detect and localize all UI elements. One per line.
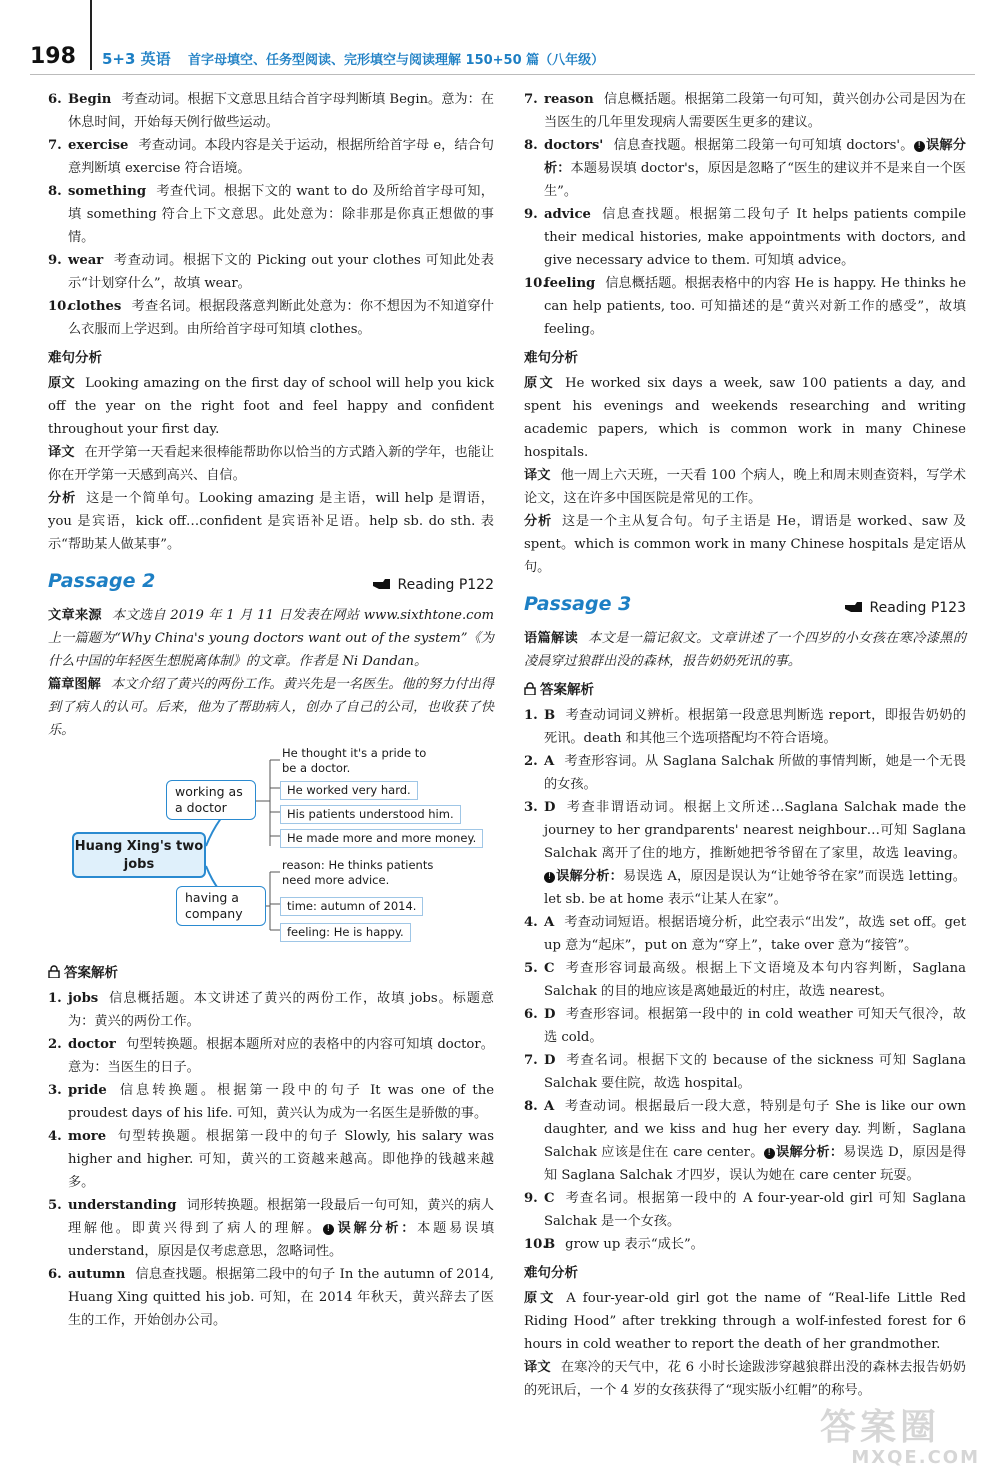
original-label: 原文 <box>48 376 76 391</box>
answer-item <box>524 203 966 272</box>
answer-explanation: 信息查找题。根据第二段中的句子 In the autumn of 2014, Huang Xing quitted his job. 可知，在 2014 年秋天，黄兴辞去了医生的工作，开始创办公司。 <box>68 1267 494 1328</box>
answer-key: A <box>544 1099 555 1114</box>
answer-explanation: 考查非谓语动词。根据上文所述…Saglana Salchak made the journey to her grandparents' nearest neighbour…可知 Saglana Salchak 离开了住的地方，推断她把爷爷留在了家里，故选 leaving。 <box>544 800 966 861</box>
answer-item <box>524 704 966 750</box>
mind-map-leaf: feeling: He is happy. <box>280 923 411 942</box>
answer-number: 9. <box>48 253 62 268</box>
answer-key: C <box>544 1191 555 1206</box>
answer-number: 1. <box>524 708 538 723</box>
answer-number: 8. <box>48 184 62 199</box>
passage-title: Passage 3 <box>524 593 632 615</box>
original-label: 原文 <box>524 376 556 391</box>
source-text: 本文选自 2019 年 1 月 11 日发表在网站 www.sixthtone.com 上一篇题为“Why China's young doctors want out of the system”《为什么中国的年轻医生想脱离体制》的文章。作者是 Ni Dandan。 <box>48 608 495 669</box>
mind-map-leaf: He thought it's a pride to be a doctor. <box>282 746 427 775</box>
translation <box>48 441 494 487</box>
reading-page: Reading P122 <box>397 577 494 593</box>
original-sentence <box>524 372 966 464</box>
answer-key: reason <box>544 92 594 107</box>
answer-explanation: 考查名词。根据段落意判断此处意为：你不想因为不知道穿什么衣服而上学迟到。由所给首字母可知填 clothes。 <box>68 299 494 337</box>
original-text: He worked six days a week, saw 100 patients a day, and spent his evenings and weekends researching and writing academic papers, which is common work in many Chinese hospitals. <box>524 376 967 460</box>
answer-explanation: 考查动词。根据下文的 Picking out your clothes 可知此处表示“计划穿什么”，故填 wear。 <box>68 253 494 291</box>
answer-number: 6. <box>48 1267 62 1282</box>
answer-item <box>48 1194 494 1263</box>
answer-item <box>48 987 494 1033</box>
answer-explanation: 考查动词。根据最后一段大意，特别是句子 She is like our own daughter, and we kiss and hug her every day. 判断，Saglana Salchak 应该是住在 care center。 <box>544 1099 966 1160</box>
reading-reference <box>372 574 494 597</box>
analysis-text: 这是一个简单句。Looking amazing 是主语，will help 是谓语，you 是宾语，kick off…confident 是宾语补足语。help sb. do sth. 表示“帮助某人做某事”。 <box>48 491 494 552</box>
answer-number: 10. <box>524 276 547 291</box>
answer-number: 9. <box>524 1191 538 1206</box>
original-label: 原文 <box>524 1291 557 1306</box>
answer-item <box>48 1033 494 1079</box>
structure-text: 本文介绍了黄兴的两份工作。黄兴先是一名医生。他的努力付出得到了病人的认可。后来，他为了帮助病人，创办了自己的公司，也收获了快乐。 <box>48 677 495 738</box>
answer-number: 9. <box>524 207 538 222</box>
site-watermark <box>820 1408 980 1468</box>
answer-explanation: grow up 表示“成长”。 <box>565 1237 704 1252</box>
error-warning-icon: ! <box>323 1224 334 1235</box>
answer-item <box>524 1187 966 1233</box>
answer-number: 6. <box>524 1007 538 1022</box>
answer-key: Begin <box>68 92 112 107</box>
page-header <box>0 0 1000 80</box>
watermark-bottom: MXQE.COM <box>851 1447 980 1468</box>
error-analysis-text: 易误选 D，原因是得知 Saglana Salchak 才四岁，误认为她在 care center 玩耍。 <box>544 1145 967 1183</box>
pointing-hand-icon <box>372 578 392 590</box>
answer-key: jobs <box>68 991 99 1006</box>
answer-key: A <box>544 754 555 769</box>
answer-explanation: 考查名词。根据第一段中的 A four-year-old girl 可知 Saglana Salchak 是一个女孩。 <box>544 1191 966 1229</box>
mind-map-leaf: He made more and more money. <box>280 829 483 848</box>
structure-summary <box>48 673 494 742</box>
answer-item <box>524 911 966 957</box>
answer-item <box>524 750 966 796</box>
answer-key: autumn <box>68 1267 126 1282</box>
answer-explanation: 考查动词。根据下文意思且结合首字母判断填 Begin。意为：在休息时间，开始每天例行做些运动。 <box>68 92 494 130</box>
mind-map-branch-doctor: working as a doctor <box>166 780 256 820</box>
answer-item <box>524 1233 966 1256</box>
answer-number: 8. <box>524 1099 538 1114</box>
answer-item <box>524 796 966 911</box>
structure-label: 篇章图解 <box>48 677 101 692</box>
page-number: 198 <box>30 44 76 69</box>
answer-number: 1. <box>48 991 62 1006</box>
answer-number: 10. <box>48 299 71 314</box>
reading-page: Reading P123 <box>869 600 966 616</box>
answer-key: C <box>544 961 555 976</box>
answer-explanation: 考查形容词最高级。根据上下文语境及本句内容判断，Saglana Salchak 的目的地应该是离她最近的村庄，故选 nearest。 <box>544 961 966 999</box>
answer-key: B <box>544 1237 556 1252</box>
translation-label: 译文 <box>524 468 551 483</box>
answer-explanation: 信息查找题。根据第二段句子 It helps patients compile their medical histories, make appointments with doctors, and give necessary advice to them. 可知填 advice。 <box>544 207 966 268</box>
original-text: Looking amazing on the first day of school will help you kick off the year on the right foot and feel happy and confident throughout your first day. <box>48 376 495 437</box>
error-analysis-label: 误解分析： <box>556 869 623 884</box>
error-analysis-text: 易误选 A，原因是误认为“让她爷爷在家”而误选 letting。let sb. be at home 表示“让某人在家”。 <box>544 869 966 907</box>
passage-3-header <box>524 593 966 623</box>
answer-key: B <box>544 708 556 723</box>
answer-key: doctor <box>68 1037 116 1052</box>
answer-item <box>524 1003 966 1049</box>
answer-key: something <box>68 184 147 199</box>
answer-explanation: 词形转换题。根据第一段最后一句可知，黄兴的病人理解他。即黄兴得到了病人的理解。 <box>68 1198 494 1236</box>
article-source <box>48 604 494 673</box>
analysis-text: 这是一个主从复合句。句子主语是 He，谓语是 worked、saw 及 spent。which is common work in many Chinese hospitals 是定语从句。 <box>524 514 967 575</box>
answer-number: 7. <box>524 1053 538 1068</box>
answer-number: 8. <box>524 138 538 153</box>
answers-heading-text: 答案解析 <box>540 682 594 698</box>
analysis-label: 分析 <box>524 514 552 529</box>
watermark-top: 答案圈 <box>820 1407 941 1448</box>
mind-map-center: Huang Xing's two jobs <box>72 832 206 878</box>
answer-key: more <box>68 1129 107 1144</box>
answer-item <box>524 134 966 203</box>
answer-key: clothes <box>68 299 122 314</box>
answer-list-top-right <box>524 88 966 341</box>
header-divider <box>90 0 92 70</box>
answer-item <box>48 1079 494 1125</box>
answer-item <box>48 134 494 180</box>
translation-text: 他一周上六天班，一天看 100 个病人，晚上和周末则查资料，写学术论文，这在许多中国医院是常见的工作。 <box>524 468 966 506</box>
answer-number: 7. <box>48 138 62 153</box>
answer-item <box>524 272 966 341</box>
context-label: 语篇解读 <box>524 631 579 646</box>
mind-map-leaf: His patients understood him. <box>280 805 461 824</box>
error-analysis-label: 误解分析： <box>334 1221 418 1236</box>
answer-item <box>524 1049 966 1095</box>
translation-label: 译文 <box>48 445 75 460</box>
answer-explanation: 信息概括题。根据第二段第一句可知，黄兴创办公司是因为在当医生的几年里发现病人需要医生更多的建议。 <box>544 92 966 130</box>
answer-explanation: 信息查找题。根据第二段第一句可知填 doctors'。 <box>613 138 914 153</box>
answer-number: 3. <box>524 800 538 815</box>
answer-key: D <box>544 1053 556 1068</box>
reading-reference <box>844 597 966 620</box>
error-analysis-label: 误解分析： <box>544 138 966 176</box>
answer-item <box>48 1263 494 1332</box>
header-rule <box>30 74 975 75</box>
error-warning-icon: ! <box>914 141 925 152</box>
sentence-analysis <box>524 510 966 579</box>
answer-number: 2. <box>524 754 538 769</box>
sentence-analysis <box>48 487 494 556</box>
difficult-sentence-heading: 难句分析 <box>524 1265 578 1281</box>
answer-item <box>524 88 966 134</box>
translation-text: 在寒冷的天气中，花 6 小时长途跋涉穿越狼群出没的森林去报告奶奶的死讯后，一个 4 岁的女孩获得了“现实版小红帽”的称号。 <box>524 1360 966 1398</box>
answer-explanation: 句型转换题。根据本题所对应的表格中的内容可知填 doctor。意为：当医生的日子。 <box>68 1037 494 1075</box>
original-sentence <box>524 1287 966 1356</box>
mind-map-leaf: time: autumn of 2014. <box>280 897 423 916</box>
answer-number: 5. <box>524 961 538 976</box>
answer-item <box>524 1095 966 1187</box>
mind-map-leaf: He worked very hard. <box>280 781 418 800</box>
answer-explanation: 信息转换题。根据第一段中的句子 It was one of the proudest days of his life. 可知，黄兴认为成为一名医生是骄傲的事。 <box>68 1083 494 1121</box>
answer-key: D <box>544 800 556 815</box>
answer-number: 3. <box>48 1083 62 1098</box>
answers-heading <box>524 679 966 702</box>
answer-explanation: 信息概括题。本文讲述了黄兴的两份工作，故填 jobs。标题意为：黄兴的两份工作。 <box>68 991 494 1029</box>
answer-explanation: 考查代词。根据下文的 want to do 及所给首字母可知，填 something 符合上下文意思。此处意为：除非那是你真正想做的事情。 <box>68 184 494 245</box>
error-analysis-text: 本题易误填 doctor's，原因是忽略了“医生的建议并不是来自一个医生”。 <box>544 161 966 199</box>
original-sentence <box>48 372 494 441</box>
answer-number: 2. <box>48 1037 62 1052</box>
answer-explanation: 考查形容词。根据第一段中的 in cold weather 可知天气很冷，故选 cold。 <box>544 1007 966 1045</box>
mind-map-diagram <box>48 746 494 956</box>
answer-explanation: 考查动词短语。根据语境分析，此空表示“出发”，故选 set off。get up 意为“起床”，put on 意为“穿上”，take over 意为“接管”。 <box>544 915 966 953</box>
answer-item <box>48 249 494 295</box>
answer-key: D <box>544 1007 556 1022</box>
error-warning-icon: ! <box>764 1148 775 1159</box>
translation <box>524 1356 966 1402</box>
mind-map-leaf: reason: He thinks patients need more advice. <box>282 858 434 887</box>
translation <box>524 464 966 510</box>
pointing-hand-icon <box>844 601 864 613</box>
difficult-sentence-heading: 难句分析 <box>524 350 578 366</box>
passage-context <box>524 627 966 673</box>
right-column <box>524 88 966 1402</box>
answer-number: 4. <box>48 1129 62 1144</box>
context-text: 本文是一篇记叙文。文章讲述了一个四岁的小女孩在寒冷漆黑的凌晨穿过狼群出没的森林，报告奶奶死讯的事。 <box>524 631 967 669</box>
translation-text: 在开学第一天看起来很棒能帮助你以恰当的方式踏入新的学年，也能让你在开学第一天感到高兴、自信。 <box>48 445 495 483</box>
error-analysis-label: 误解分析： <box>775 1145 844 1160</box>
left-column <box>48 88 494 1332</box>
brand-name: 5+3 英语 <box>102 50 171 68</box>
answer-list-passage-2 <box>48 987 494 1332</box>
answer-explanation: 句型转换题。根据第一段中的句子 Slowly, his salary was higher and higher. 可知，黄兴的工资越来越高。即他挣的钱越来越多。 <box>68 1129 494 1190</box>
answer-item <box>48 180 494 249</box>
answer-key: exercise <box>68 138 129 153</box>
passage-title: Passage 2 <box>48 570 156 592</box>
answer-item <box>48 295 494 341</box>
book-title: 首字母填空、任务型阅读、完形填空与阅读理解 150+50 篇（八年级） <box>188 53 605 68</box>
answers-heading <box>48 962 494 985</box>
answer-key: feeling <box>544 276 596 291</box>
lock-icon <box>48 965 60 978</box>
answer-key: understanding <box>68 1198 177 1213</box>
mind-map-branch-company: having a company <box>176 886 266 926</box>
answer-key: wear <box>68 253 104 268</box>
answer-explanation: 考查动词。本段内容是关于运动，根据所给首字母 e，结合句意判断填 exercise 符合语境。 <box>68 138 494 176</box>
answer-number: 5. <box>48 1198 62 1213</box>
answer-explanation: 考查动词词义辨析。根据第一段意思判断选 report，即报告奶奶的死讯。death 和其他三个选项搭配均不符合语境。 <box>544 708 966 746</box>
answer-explanation: 信息概括题。根据表格中的内容 He is happy. He thinks he can help patients, too. 可知描述的是“黄兴对新工作的感受”，故填 feeling。 <box>544 276 966 337</box>
answer-item <box>524 957 966 1003</box>
answers-heading-text: 答案解析 <box>64 965 118 981</box>
answer-number: 10. <box>524 1237 547 1252</box>
answer-list-passage-3 <box>524 704 966 1256</box>
answer-item <box>48 1125 494 1194</box>
analysis-label: 分析 <box>48 491 77 506</box>
passage-2-header <box>48 570 494 600</box>
answer-explanation: 考查名词。根据下文的 because of the sickness 可知 Saglana Salchak 要住院，故选 hospital。 <box>544 1053 966 1091</box>
answer-number: 7. <box>524 92 538 107</box>
answer-key: doctors' <box>544 138 604 153</box>
answer-key: A <box>544 915 555 930</box>
original-text: A four-year-old girl got the name of “Real-life Little Red Riding Hood” after trekking through a wolf-infested forest for 6 hours in cold weather to report the death of her grandmother. <box>524 1291 966 1352</box>
answer-list-top-left <box>48 88 494 341</box>
translation-label: 译文 <box>524 1360 551 1375</box>
answer-item <box>48 88 494 134</box>
difficult-sentence-heading: 难句分析 <box>48 350 102 366</box>
answer-key: pride <box>68 1083 107 1098</box>
answer-key: advice <box>544 207 591 222</box>
lock-icon <box>524 682 536 695</box>
answer-explanation: 考查形容词。从 Saglana Salchak 所做的事情判断，她是一个无畏的女孩。 <box>544 754 966 792</box>
error-warning-icon: ! <box>544 872 555 883</box>
source-label: 文章来源 <box>48 608 102 623</box>
answer-number: 6. <box>48 92 62 107</box>
error-analysis-text: 本题易误填 understand，原因是仅考虑意思，忽略词性。 <box>68 1221 495 1259</box>
answer-number: 4. <box>524 915 538 930</box>
